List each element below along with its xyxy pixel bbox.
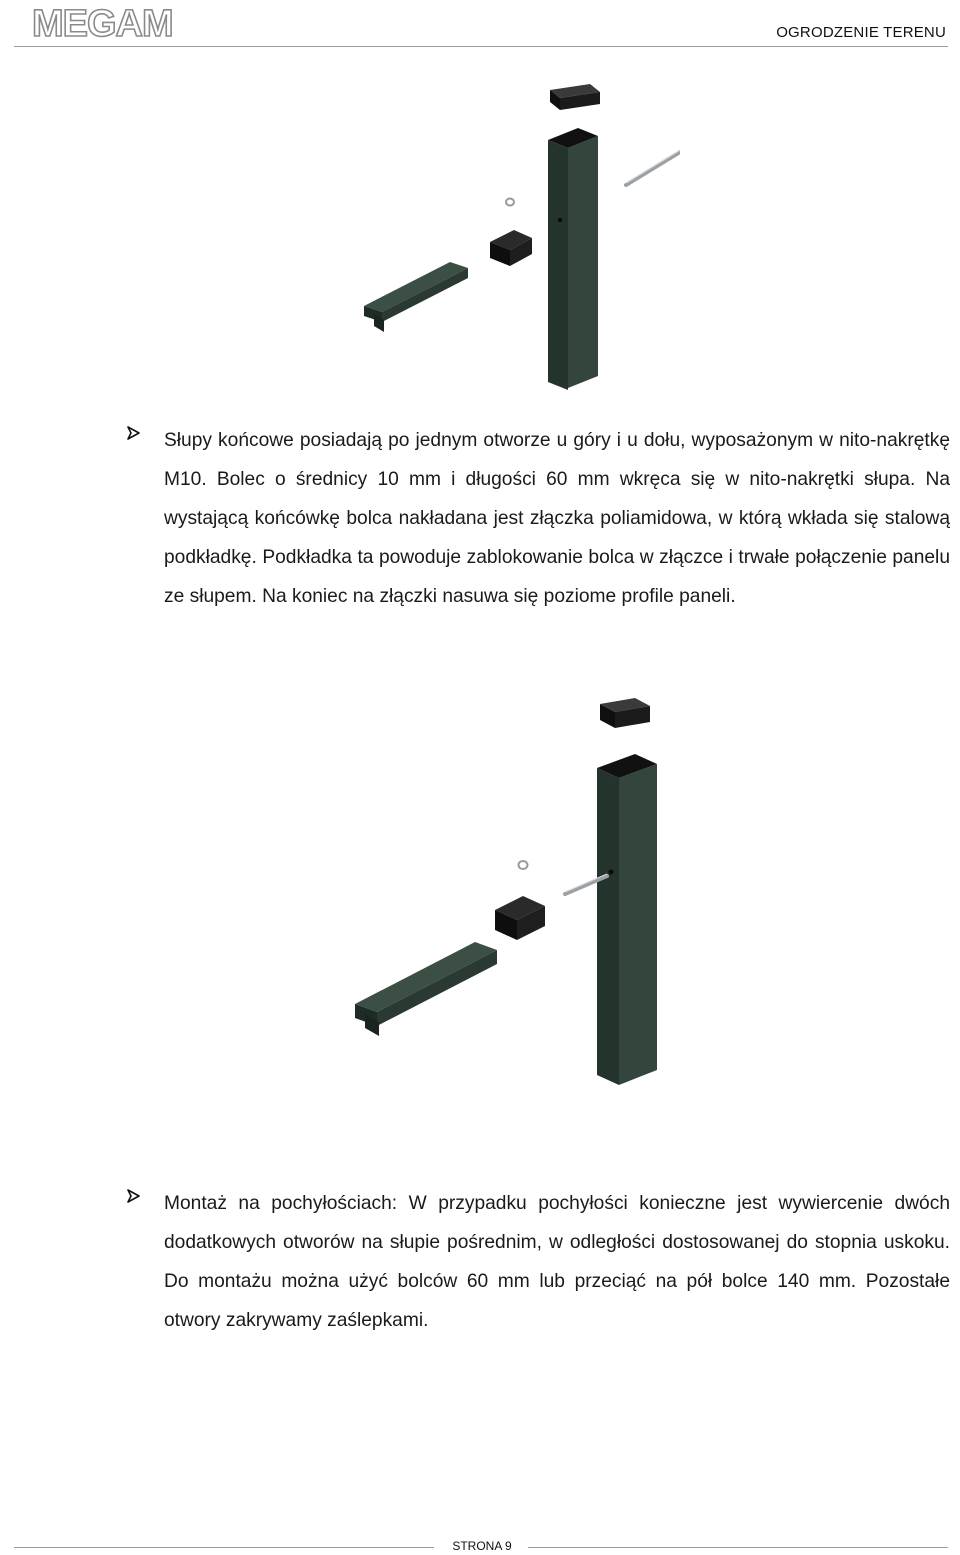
- megam-logo: [30, 2, 180, 42]
- post-cap-icon: [550, 84, 600, 110]
- page-number: STRONA 9: [452, 1539, 512, 1553]
- bullet-text: Słupy końcowe posiadają po jednym otworze u góry i u dołu, wyposażonym w nito-nakrętkę M10. Bolec o średnicy 10 mm i długości 60 mm wkręca się w nito-nakrętki słupa. Na wystającą końcówkę bolca nakładana jest złączka poliamidowa, w którą wkłada się stalową podkładkę. Podkładka ta powoduje zablokowanie bolca w złączce i trwałe połączenie panelu ze słupem. Na koniec na złączki nasuwa się poziome profile paneli.: [164, 430, 950, 607]
- rail-profile-icon: [364, 262, 468, 332]
- post-assembly-figure-bottom: [345, 690, 730, 1085]
- post-assembly-figure-top: [350, 70, 680, 390]
- footer-divider-left: [14, 1547, 434, 1548]
- bullet-item-post-mounting: [126, 422, 950, 617]
- header-divider: [14, 46, 948, 47]
- bullet-item-slope-mounting: [126, 1185, 950, 1341]
- connector-icon: [495, 896, 545, 940]
- fence-post-icon: [597, 754, 657, 1085]
- connector-icon: [490, 230, 532, 266]
- washer-icon: [519, 861, 528, 869]
- document-title: OGRODZENIE TERENU: [776, 24, 946, 41]
- bolt-icon: [626, 150, 680, 185]
- arrowhead-bullet-icon: [126, 422, 148, 444]
- fence-post-icon: [548, 128, 598, 390]
- arrowhead-bullet-icon: [126, 1185, 148, 1207]
- post-cap-icon: [600, 698, 650, 728]
- rail-profile-icon: [355, 942, 497, 1036]
- washer-icon: [506, 199, 514, 206]
- logo-text: MEGAM: [32, 3, 173, 42]
- footer-divider-right: [528, 1547, 948, 1548]
- bullet-text: Montaż na pochyłościach: W przypadku pochyłości konieczne jest wywiercenie dwóch dodatkowych otworów na słupie pośrednim, w odległości dostosowanej do stopnia uskoku. Do montażu można użyć bolców 60 mm lub przeciąć na pół bolce 140 mm. Pozostałe otwory zakrywamy zaślepkami.: [164, 1193, 950, 1331]
